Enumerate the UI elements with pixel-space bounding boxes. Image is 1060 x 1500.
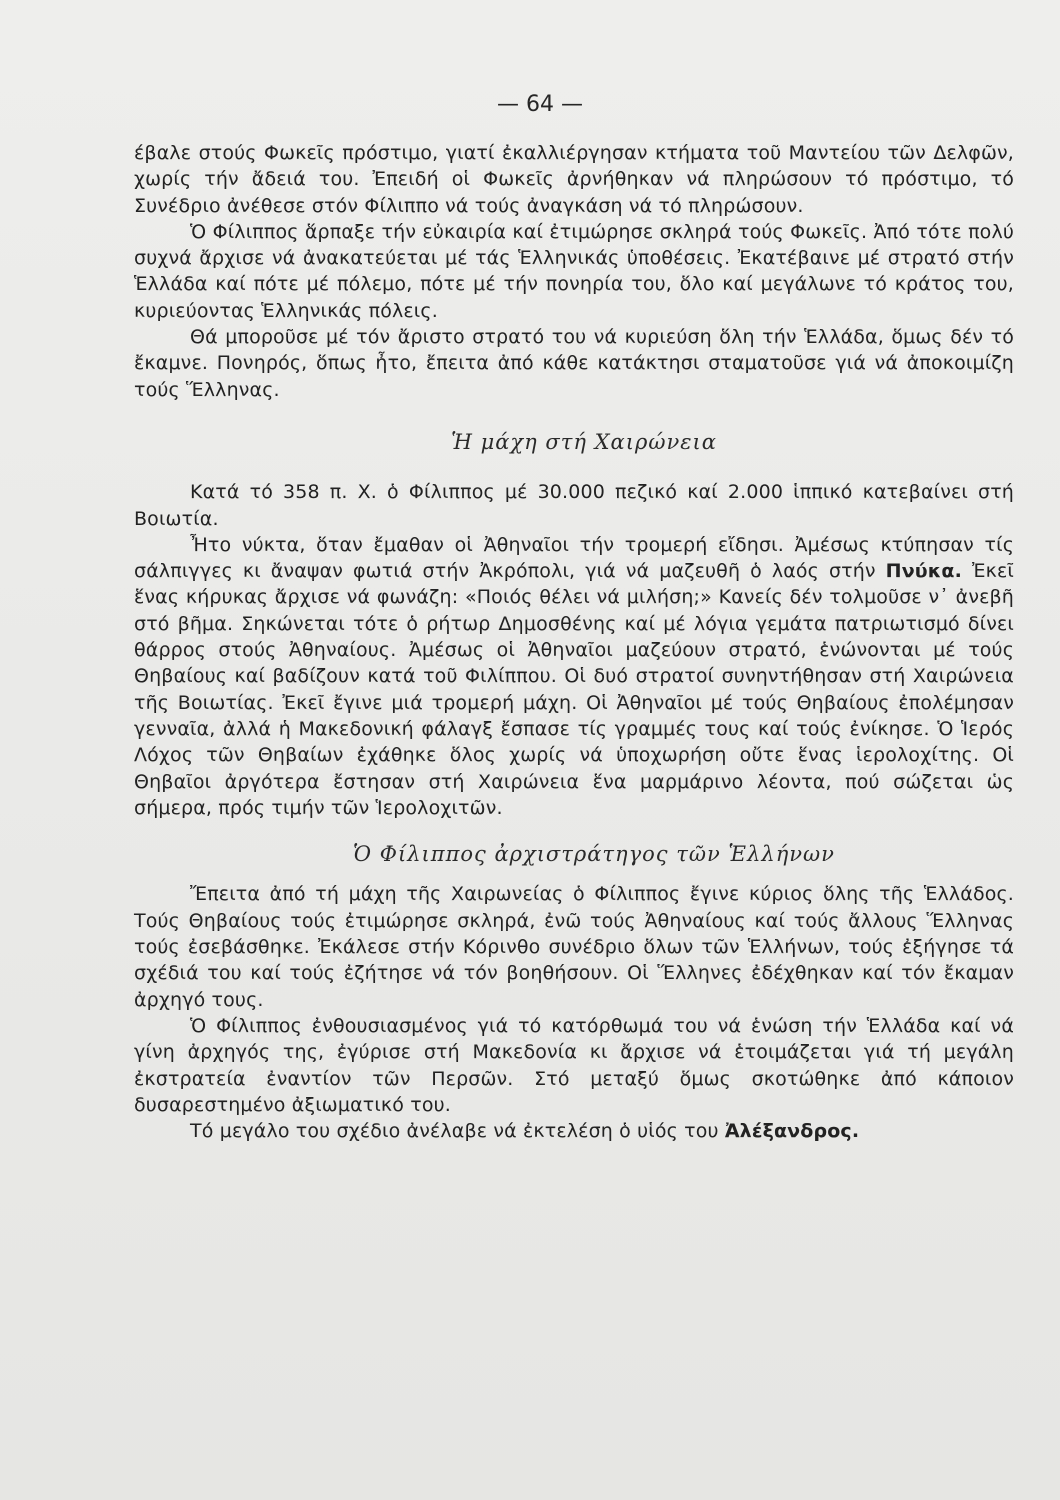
- section-heading-chaeronea: Ἡ μάχη στή Χαιρώνεια: [451, 429, 717, 454]
- paragraph-text: Ἦτο νύκτα, ὅταν ἔμαθαν οἱ Ἀθηναῖοι τήν τρομερή εἴδησι. Ἀμέσως κτύπησαν τίς σάλπιγγες κι ἄναψαν φωτιά στήν Ἀκρόπολι, γιά νά μαζευθῆ ὁ λαός στήν: [134, 533, 1014, 583]
- body-text: [134, 140, 1014, 1144]
- section-heading-philip-commander: Ὁ Φίλιππος ἀρχιστράτηγος τῶν Ἑλλήνων: [353, 842, 835, 867]
- paragraph-text: Τό μεγάλο του σχέδιο ἀνέλαβε νά ἐκτελέση ὁ υἱός του: [190, 1120, 719, 1143]
- paragraph: Κατά τό 358 π. Χ. ὁ Φίλιππος μέ 30.000 πεζικό καί 2.000 ἱππικό κατεβαίνει στή Βοιωτία.: [134, 481, 1014, 530]
- paragraph: Ὁ Φίλιππος ἐνθουσιασμένος γιά τό κατόρθωμά του νά ἑνώση τήν Ἑλλάδα καί νά γίνη ἀρχηγός της, ἐγύρισε στή Μακεδονία κι ἄρχισε νά ἑτοιμάζεται γιά τή μεγάλη ἐκστρατεία ἐναντίον τῶν Περσῶν. Στό μεταξύ ὅμως σκοτώθηκε ἀπό κάποιον δυσαρεστημένο ἀξιωματικό του.: [134, 1014, 1014, 1116]
- paragraph: Ἔπειτα ἀπό τή μάχη τῆς Χαιρωνείας ὁ Φίλιππος ἔγινε κύριος ὅλης τῆς Ἑλλάδος. Τούς Θηβαίους τούς ἐτιμώρησε σκληρά, ἐνῶ τούς Ἀθηναίους καί τούς ἄλλους Ἕλληνας τούς ἐσεβάσθηκε. Ἐκάλεσε στήν Κόρινθο συνέδριο ὅλων τῶν Ἑλλήνων, τούς ἐξήγησε τά σχέδιά του καί τούς ἐζήτησε νά τόν βοηθήσουν. Οἱ Ἕλληνες ἐδέχθηκαν καί τόν ἔκαμαν ἀρχηγό τους.: [134, 883, 1014, 1011]
- paragraph-text: Ἐκεῖ ἕνας κήρυκας ἄρχισε νά φωνάζη: «Ποιός θέλει νά μιλήση;» Κανείς δέν τολμοῦσε ν᾽ ἀνεβῆ στό βῆμα. Σηκώνεται τότε ὁ ρήτωρ Δημοσθένης καί μέ λόγια γεμάτα πατριωτισμό δίνει θάρρος στούς Ἀθηναίους. Ἀμέσως οἱ Ἀθηναῖοι μαζεύουν στρατό, ἑνώνονται μέ τούς Θηβαίους καί βαδίζουν κατά τοῦ Φιλίππου. Οἱ δυό στρατοί συνηντήθησαν στή Χαιρώνεια τῆς Βοιωτίας. Ἐκεῖ ἔγινε μιά τρομερή μάχη. Οἱ Ἀθηναῖοι μέ τούς Θηβαίους ἐπολέμησαν γενναῖα, ἀλλά ἡ Μακεδονική φάλαγξ ἔσπασε τίς γραμμές τους καί τούς ἐνίκησε. Ὁ Ἱερός Λόχος τῶν Θηβαίων ἐχάθηκε ὅλος χωρίς νά ὑποχωρήση οὔτε ἕνας ἱερολοχίτης. Οἱ Θηβαῖοι ἀργότερα ἔστησαν στή Χαιρώνεια ἕνα μαρμάρινο λέοντα, πού σώζεται ὡς σήμερα, πρός τιμήν τῶν Ἱερολοχιτῶν.: [134, 560, 1014, 819]
- paragraph: [134, 1118, 1014, 1144]
- paragraph: [134, 532, 1014, 821]
- page-number: — 64 —: [497, 92, 583, 117]
- paragraph: Ὁ Φίλιππος ἅρπαξε τήν εὐκαιρία καί ἐτιμώρησε σκληρά τούς Φωκεῖς. Ἀπό τότε πολύ συχνά ἄρχισε νά ἀνακατεύεται μέ τάς Ἑλληνικάς ὑποθέσεις. Ἐκατέβαινε μέ στρατό στήν Ἑλλάδα καί πότε μέ πόλεμο, πότε μέ τήν πονηρία του, ὅλο καί μεγάλωνε τό κράτος του, κυριεύοντας Ἑλληνικάς πόλεις.: [134, 220, 1014, 322]
- emphasized-text: Πνύκα.: [885, 560, 962, 583]
- paragraph: Θά μποροῦσε μέ τόν ἄριστο στρατό του νά κυριεύση ὅλη τήν Ἑλλάδα, ὅμως δέν τό ἔκαμνε. Πονηρός, ὅπως ἦτο, ἔπειτα ἀπό κάθε κατάκτησι σταματοῦσε γιά νά ἀποκοιμίζη τούς Ἕλληνας.: [134, 326, 1014, 401]
- paragraph: έβαλε στούς Φωκεῖς πρόστιμο, γιατί ἐκαλλιέργησαν κτήματα τοῦ Μαντείου τῶν Δελφῶν, χωρίς τήν ἄδειά του. Ἐπειδή οἱ Φωκεῖς ἀρνήθηκαν νά πληρώσουν τό πρόστιμο, τό Συνέδριο ἀνέθεσε στόν Φίλιππο νά τούς ἀναγκάση νά τό πληρώσουν.: [134, 142, 1014, 217]
- emphasized-text: Ἀλέξανδρος.: [724, 1120, 860, 1143]
